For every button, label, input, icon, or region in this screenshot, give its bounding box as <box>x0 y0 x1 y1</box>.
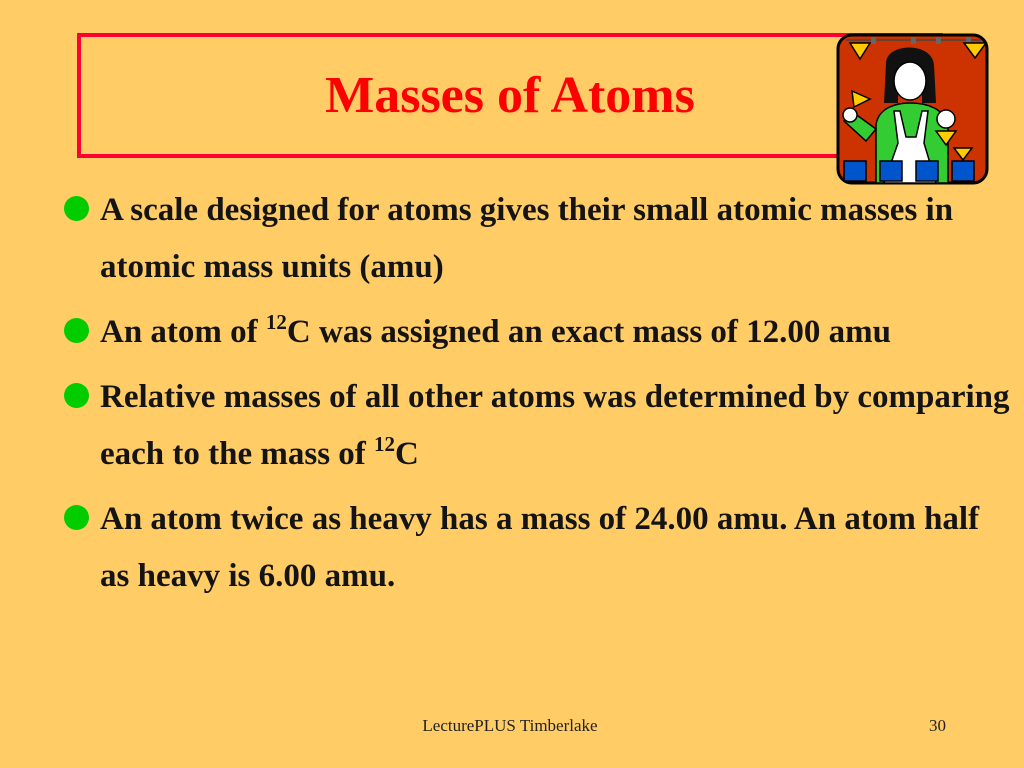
bullet-item-4 <box>64 491 1014 605</box>
bullet-dot-icon <box>64 383 89 408</box>
bullet-text: A scale designed for atoms gives their small atomic masses in atomic mass units (amu) <box>100 192 954 285</box>
teacher-clipart-icon <box>836 33 989 185</box>
slide-title: Masses of Atoms <box>325 67 695 124</box>
bullet-dot-icon <box>64 318 89 343</box>
bullet-text-pre: Relative masses of all other atoms was determined by comparing each to the mass of <box>100 379 1010 472</box>
isotope-superscript: 12 <box>265 310 287 334</box>
isotope-superscript: 12 <box>374 432 396 456</box>
bullet-item-3 <box>64 369 1014 483</box>
bullet-list <box>64 182 1014 613</box>
page-number: 30 <box>929 716 946 735</box>
bullet-text: An atom twice as heavy has a mass of 24.00 amu. An atom half as heavy is 6.00 amu. <box>100 501 980 594</box>
bullet-dot-icon <box>64 196 89 221</box>
bullet-text-post: C <box>395 436 419 472</box>
bullet-dot-icon <box>64 505 89 530</box>
bullet-text-post: C was assigned an exact mass of 12.00 amu <box>286 314 892 350</box>
slide-footer: LecturePLUS Timberlake <box>422 716 598 735</box>
bullet-item-1 <box>64 182 1014 296</box>
bullet-item-2 <box>64 304 1014 361</box>
bullet-text-pre: An atom of <box>100 314 266 350</box>
